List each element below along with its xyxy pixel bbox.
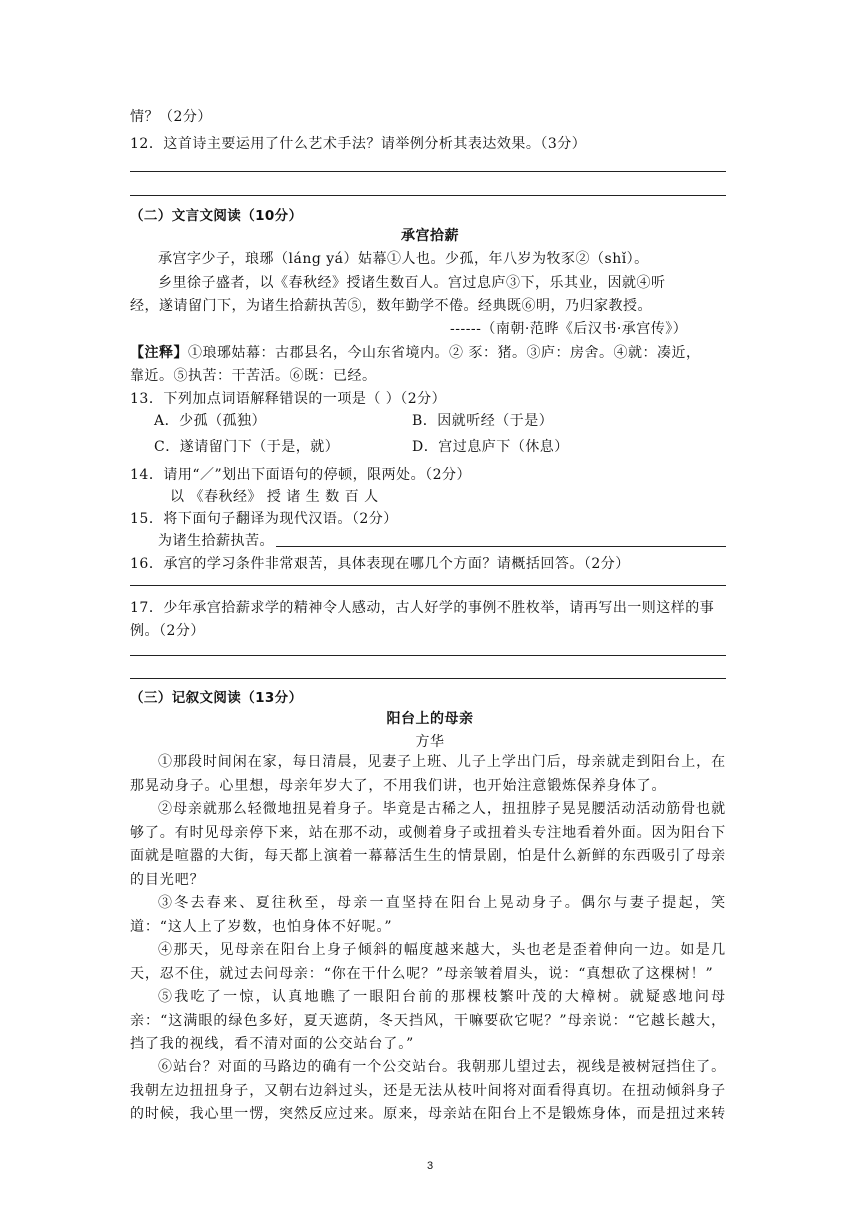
q13-option-d: D．宫过息庐下（休息）: [412, 439, 569, 455]
question-16: 16．承宫的学习条件非常艰苦，具体表现在哪几个方面？请概括回答。（2分）: [130, 556, 630, 572]
classical-para-1: 承宫字少子，琅琊（láng yá）姑幕①人也。少孤，年八岁为牧豕②（shǐ）。: [158, 251, 649, 267]
section-heading-classical: （二）文言文阅读（10分）: [130, 208, 303, 224]
q13-option-c: C．遂请留门下（于是，就）: [154, 439, 340, 455]
q13-option-a: A．少孤（孤独）: [154, 413, 267, 429]
classical-source: ------（南朝·范晔《后汉书·承宫传》）: [450, 321, 688, 337]
question-17-line-1: 17．少年承宫拾薪求学的精神令人感动，古人好学的事例不胜枚举，请再写出一则这样的事: [130, 600, 715, 616]
section-divider: [130, 678, 726, 679]
page-number: 3: [426, 1160, 434, 1172]
notes-label: 【注释】: [130, 345, 188, 361]
question-14: 14．请用“／”划出下面语句的停顿，限两处。（2分）: [130, 467, 472, 483]
classical-title: 承宫拾薪: [401, 228, 459, 244]
narrative-paragraph-4: ④那天，见母亲在阳台上身子倾斜的幅度越来越大，头也老是歪着伸向一边。如是几天，忍不住，就过去问母亲：“你在干什么呢？”母亲皱着眉头，说：“真想砍了这棵树！”: [130, 942, 726, 982]
section-divider: [130, 195, 726, 196]
narrative-paragraph-5: ⑤我吃了一惊，认真地瞧了一眼阳台前的那棵枝繁叶茂的大樟树。就疑惑地问母亲：“这满眼的绿色多好，夏天遮荫，冬天挡风，干嘛要砍它呢？”母亲说：“它越长越大，挡了我的视线，看不清对面的公交站台了。”: [130, 989, 726, 1052]
q11-tail: 情？（2分）: [130, 109, 212, 125]
question-15: 15．将下面句子翻译为现代汉语。（2分）: [130, 511, 398, 527]
question-13: 13．下列加点词语解释错误的一项是（ ）（2分）: [130, 391, 447, 407]
answer-line: [130, 585, 726, 586]
notes-line-2: 靠近。⑤执苦：干苦活。⑥既：已经。: [130, 368, 377, 384]
classical-para-2-line-2: 经，遂请留门下，为诸生拾薪执苦⑤，数年勤学不倦。经典既⑥明，乃归家教授。: [130, 298, 652, 314]
q14-sentence: 以 《春秋经》 授 诸 生 数 百 人: [170, 489, 379, 505]
question-17-line-2: 例。（2分）: [130, 623, 205, 639]
classical-para-2-line-1: 乡里徐子盛者，以《春秋经》授诸生数百人。宫过息庐③下，乐其业，因就④听: [158, 275, 666, 291]
answer-line: [276, 546, 726, 547]
narrative-paragraph-3: ③冬去春来、夏往秋至，母亲一直坚持在阳台上晃动身子。偶尔与妻子提起，笑道：“这人上了岁数，也怕身体不好呢。”: [130, 895, 726, 935]
narrative-paragraph-2: ②母亲就那么轻微地扭晃着身子。毕竟是古稀之人，扭扭脖子晃晃腰活动活动筋骨也就够了。有时见母亲停下来，站在那不动，或侧着身子或扭着头专注地看着外面。因为阳台下面就是喧嚣的大街，每天都上演着一幕幕活生生的情景剧，怕是什么新鲜的东西吸引了母亲的目光吧？: [130, 801, 726, 888]
question-12: 12．这首诗主要运用了什么艺术手法？请举例分析其表达效果。（3分）: [130, 136, 587, 152]
answer-line: [130, 655, 726, 656]
narrative-title: 阳台上的母亲: [386, 711, 474, 727]
notes-text: ①琅琊姑幕：古郡县名，今山东省境内。② 豕：猪。③庐：房舍。④就：凑近，: [188, 345, 701, 361]
answer-line: [130, 171, 726, 172]
narrative-paragraph-6: ⑥站台？对面的马路边的确有一个公交站台。我朝那儿望过去，视线是被树冠挡住了。我朝左边扭扭身子，又朝右边斜过头，还是无法从枝叶间将对面看得真切。在扭动倾斜身子的时候，我心里一愣，突然反应过来。原来，母亲站在阳台上不是锻炼身体，而是扭过来转: [130, 1059, 726, 1122]
narrative-author: 方华: [415, 734, 445, 750]
notes-line-1: [130, 342, 700, 362]
section-heading-narrative: （三）记叙文阅读（13分）: [130, 690, 303, 706]
narrative-paragraph-1: ①那段时间闲在家，每日清晨，见妻子上班、儿子上学出门后，母亲就走到阳台上，在那晃动身子。心里想，母亲年岁大了，不用我们讲，也开始注意锻炼保养身体了。: [130, 754, 726, 794]
q15-sentence: 为诸生拾薪执苦。: [158, 533, 274, 549]
q13-option-b: B．因就听经（于是）: [412, 413, 554, 429]
